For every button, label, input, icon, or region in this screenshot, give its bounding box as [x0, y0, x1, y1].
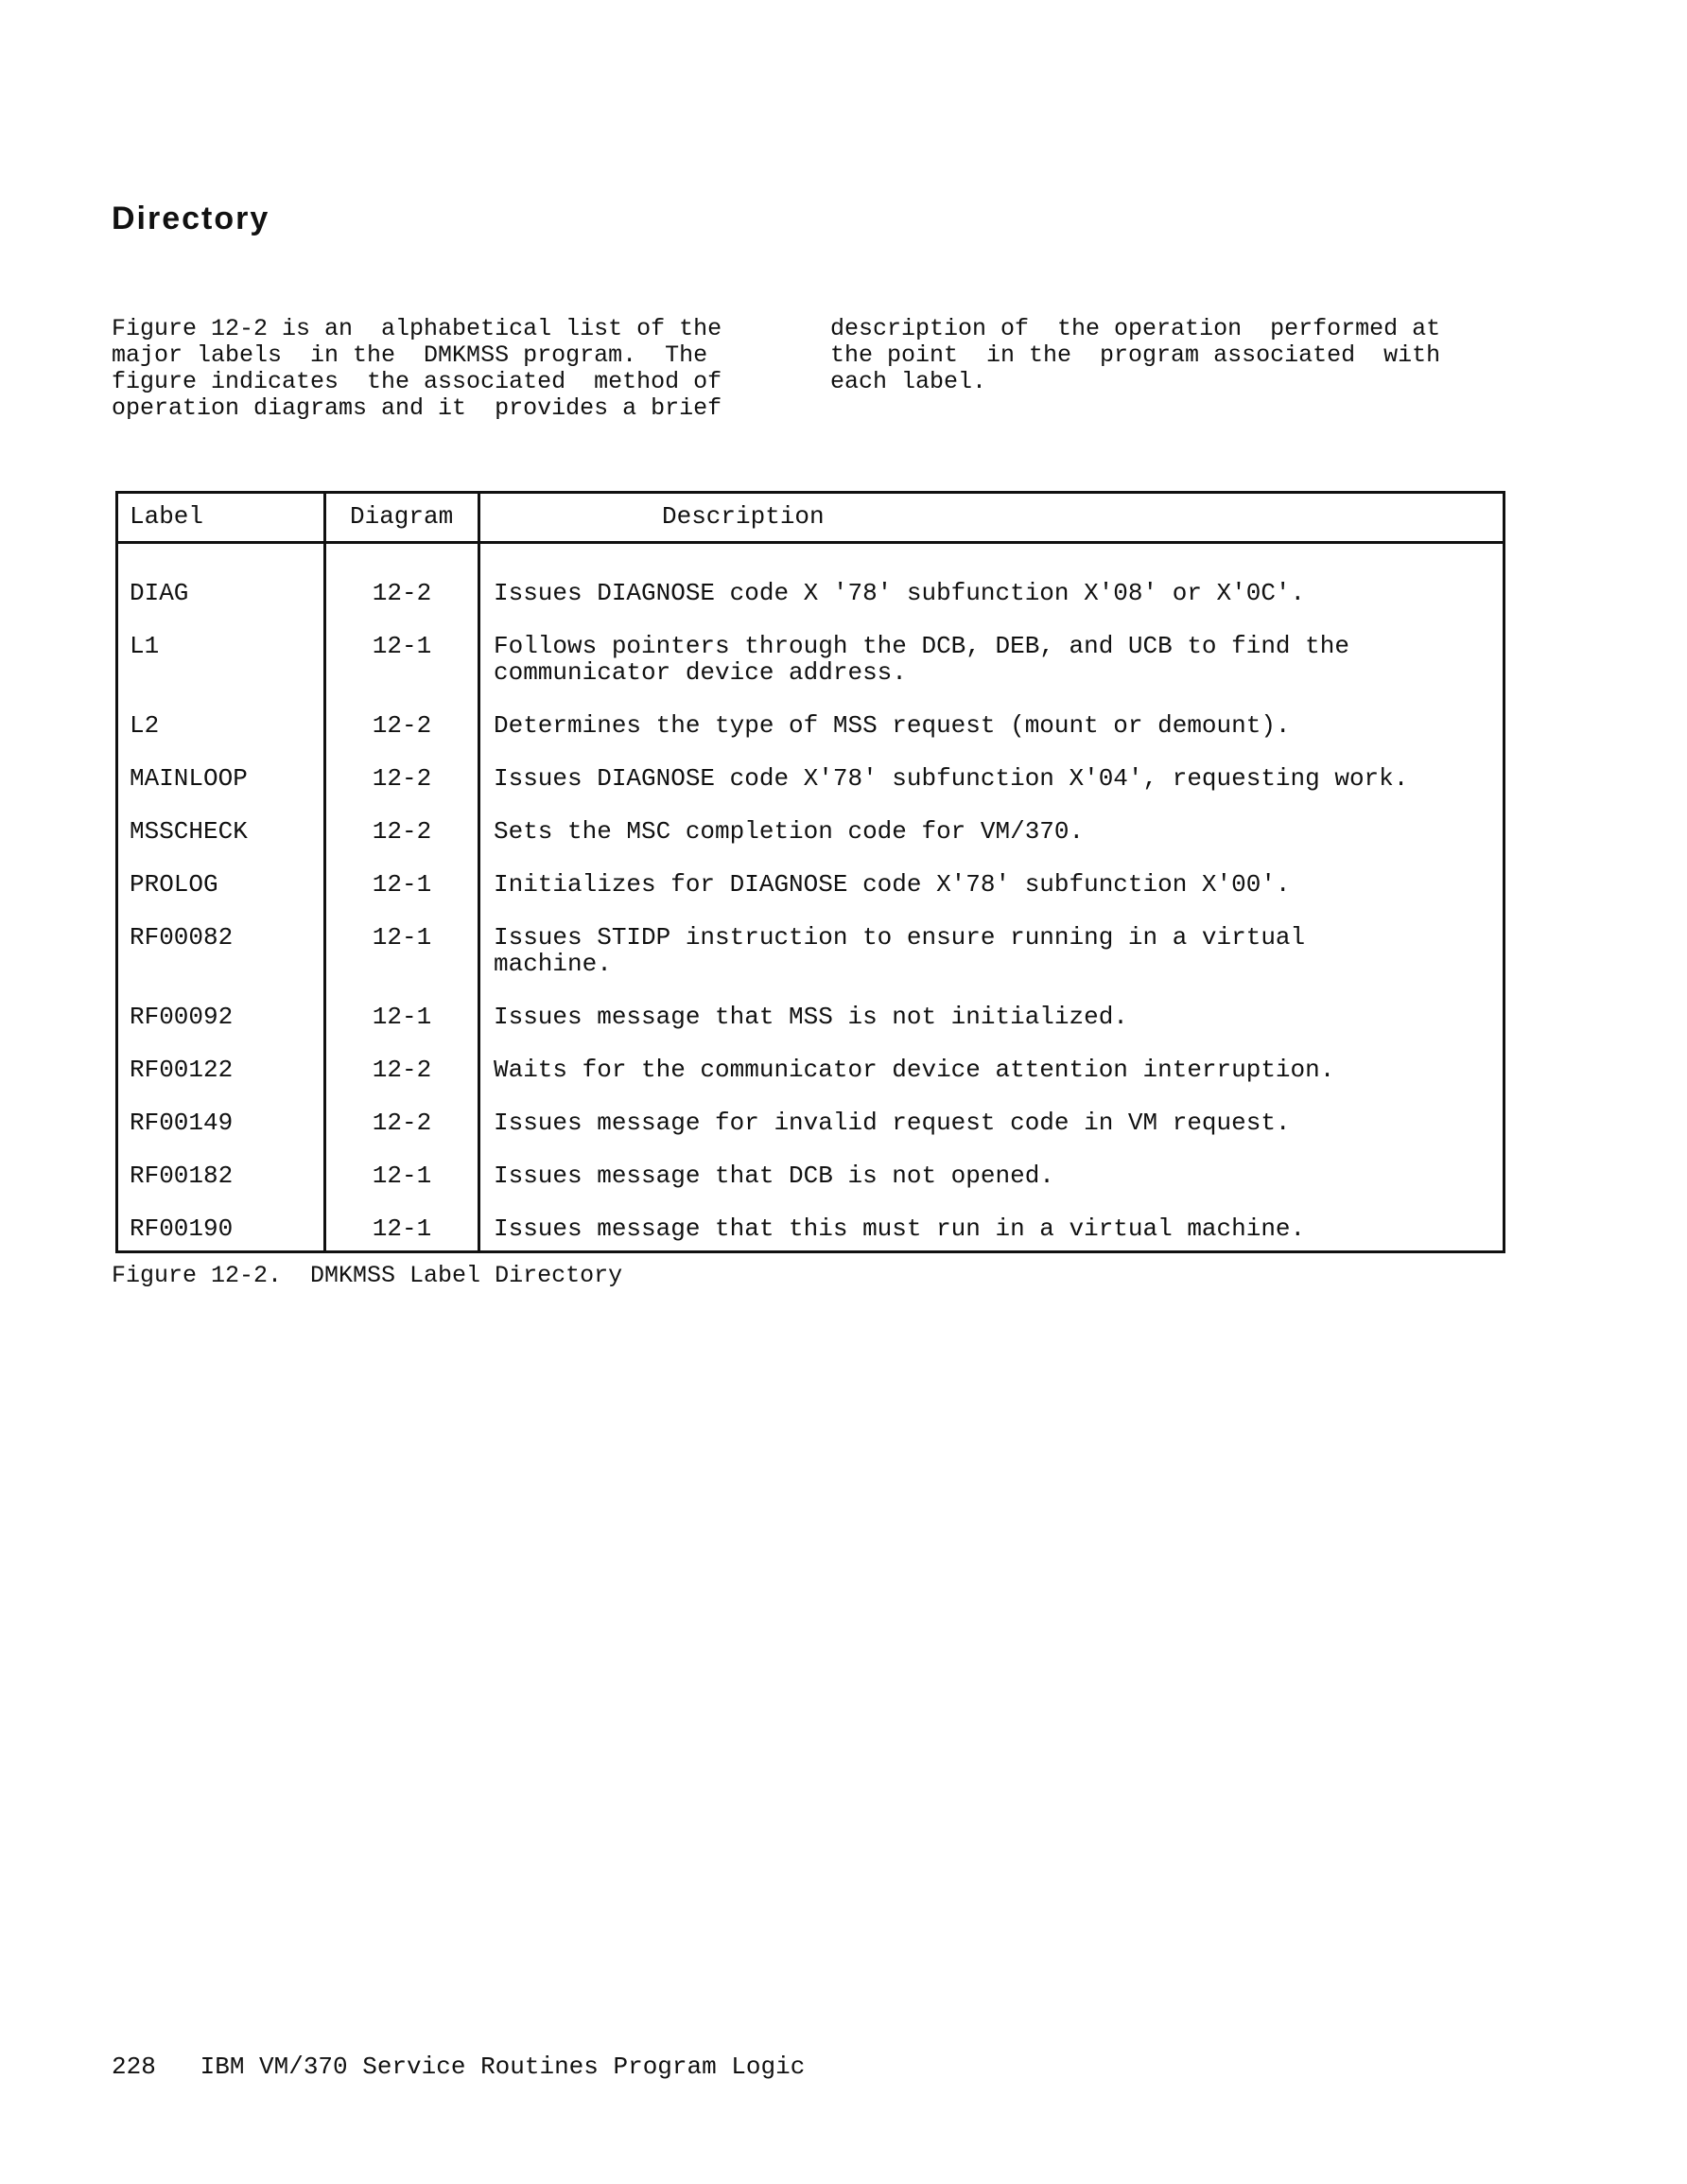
row-label: PROLOG: [130, 870, 218, 899]
page-footer: 228 IBM VM/370 Service Routines Program Logic: [112, 2053, 806, 2081]
row-diagram: 12-2: [372, 579, 432, 607]
row-label: RF00122: [130, 1056, 234, 1084]
header-diagram: Diagram: [350, 502, 454, 531]
row-diagram: 12-1: [372, 1214, 432, 1243]
row-description: Initializes for DIAGNOSE code X'78' subfunction X'00'.: [494, 870, 1291, 899]
row-description: Issues message that this must run in a virtual machine.: [494, 1214, 1306, 1243]
row-diagram: 12-1: [372, 870, 432, 899]
row-description: Issues STIDP instruction to ensure running in a virtual machine.: [494, 923, 1306, 978]
row-label: RF00082: [130, 923, 234, 952]
row-description: Issues message that MSS is not initialized.: [494, 1003, 1128, 1031]
row-label: RF00092: [130, 1003, 234, 1031]
row-label: L2: [130, 711, 160, 740]
row-label: L1: [130, 632, 160, 660]
row-label: RF00149: [130, 1109, 234, 1137]
column-separator: [478, 494, 480, 1250]
row-label: MAINLOOP: [130, 764, 248, 793]
row-description: Determines the type of MSS request (mount or demount).: [494, 711, 1291, 740]
intro-paragraph-left: Figure 12-2 is an alphabetical list of the major labels in the DMKMSS program. The figure indicates the associated method of operation diagrams and it provides a brief: [112, 315, 722, 422]
row-description: Sets the MSC completion code for VM/370.: [494, 817, 1085, 846]
header-description: Description: [662, 502, 825, 531]
row-description: Issues DIAGNOSE code X'78' subfunction X'04', requesting work.: [494, 764, 1409, 793]
row-diagram: 12-1: [372, 1003, 432, 1031]
row-description: Issues message that DCB is not opened.: [494, 1162, 1054, 1190]
row-description: Issues message for invalid request code in VM request.: [494, 1109, 1291, 1137]
row-diagram: 12-2: [372, 764, 432, 793]
row-description: Issues DIAGNOSE code X '78' subfunction X'08' or X'0C'.: [494, 579, 1306, 607]
row-label: DIAG: [130, 579, 189, 607]
row-label: RF00182: [130, 1162, 234, 1190]
row-label: RF00190: [130, 1214, 234, 1243]
row-diagram: 12-1: [372, 923, 432, 952]
row-diagram: 12-2: [372, 1109, 432, 1137]
row-diagram: 12-2: [372, 711, 432, 740]
row-diagram: 12-1: [372, 632, 432, 660]
row-diagram: 12-2: [372, 817, 432, 846]
header-label: Label: [130, 502, 204, 531]
page-title: Directory: [112, 201, 270, 236]
row-description: Waits for the communicator device attention interruption.: [494, 1056, 1335, 1084]
row-diagram: 12-2: [372, 1056, 432, 1084]
label-directory-table: [115, 491, 1505, 1253]
intro-paragraph-right: description of the operation performed at the point in the program associated with each label.: [830, 315, 1441, 395]
row-diagram: 12-1: [372, 1162, 432, 1190]
header-separator: [118, 541, 1503, 544]
row-description: Follows pointers through the DCB, DEB, and UCB to find the communicator device address.: [494, 632, 1349, 687]
row-label: MSSCHECK: [130, 817, 248, 846]
figure-caption: Figure 12-2. DMKMSS Label Directory: [112, 1262, 623, 1289]
